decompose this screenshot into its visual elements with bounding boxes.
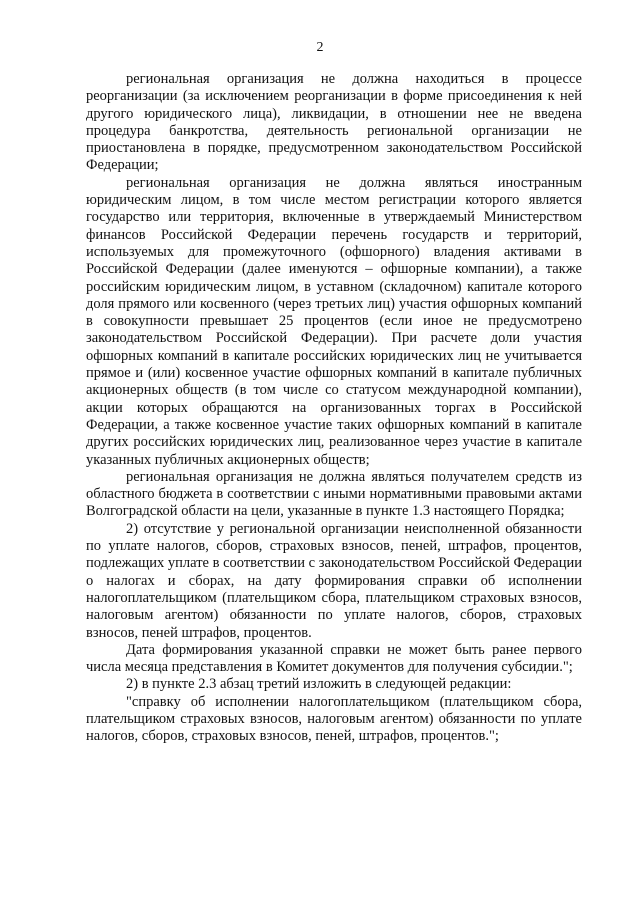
paragraph-amendment-2-3: 2) в пункте 2.3 абзац третий изложить в следующей редакции: — [126, 676, 512, 693]
paragraph-budget-funds-condition: региональная организация не должна являться получателем средств из областного бюджета в соответствии с иными нормативными правовыми актами Волгоградской области на цели, указанные в пункте 1.3 настоящего Порядка; — [86, 468, 582, 520]
paragraph-reorganization-condition: региональная организация не должна находиться в процессе реорганизации (за исключением реорганизации в форме присоединения к ней другого юридического лица), ликвидации, в отношении нее не введена процедура банкротства, деятельность региональной организации не приостановлена в порядке, предусмотренном законодательством Российской Федерации; — [86, 71, 582, 174]
paragraph-offshore-condition: региональная организация не должна являться иностранным юридическим лицом, в том числе местом регистрации которого является государство или территория, включенные в утверждаемый Министерством финансов Российской Федерации перечень государств и территорий, используемых для промежуточного (офшорного) владения активами в Российской Федерации (далее именуются – офшорные компании), а также российским юридическим лицом, в уставном (складочном) капитале которого доля прямого или косвенного (через третьих лиц) участия офшорных компаний в совокупности превышает 25 процентов (если иное не предусмотрено законодательством Российской Федерации). При расчете доли участия офшорных компаний в капитале российских юридических лиц не учитывается прямое и (или) косвенное участие офшорных компаний в капитале публичных акционерных обществ (в том числе со статусом международной компании), акции которых обращаются на организованных торгах в Российской Федерации, а также косвенное участие таких офшорных компаний в капитале других российских юридических лиц, реализованное через участие в капитале указанных публичных акционерных обществ; — [86, 174, 582, 468]
paragraph-tax-debt-condition: 2) отсутствие у региональной организации неисполненной обязанности по уплате налогов, сборов, страховых взносов, пеней, штрафов, процентов, подлежащих уплате в соответствии с законодательством Российской Федерации о налогах и сборах, на дату формирования справки об исполнении налогоплательщиком (плательщиком сбора, плательщиком страховых взносов, налоговым агентом) обязанности по уплате налогов, сборов, страховых взносов, пеней штрафов, процентов. — [86, 520, 582, 641]
paragraph-certificate-date: Дата формирования указанной справки не может быть ранее первого числа месяца представления в Комитет документов для получения субсидии."; — [86, 641, 582, 676]
page-number: 2 — [316, 40, 324, 55]
document-body — [86, 71, 582, 746]
paragraph-certificate-wording: "справку об исполнении налогоплательщиком (плательщиком сбора, плательщиком страховых взносов, налоговым агентом) обязанности по уплате налогов, сборов, страховых взносов, пеней, штрафов, процентов."; — [86, 693, 582, 745]
